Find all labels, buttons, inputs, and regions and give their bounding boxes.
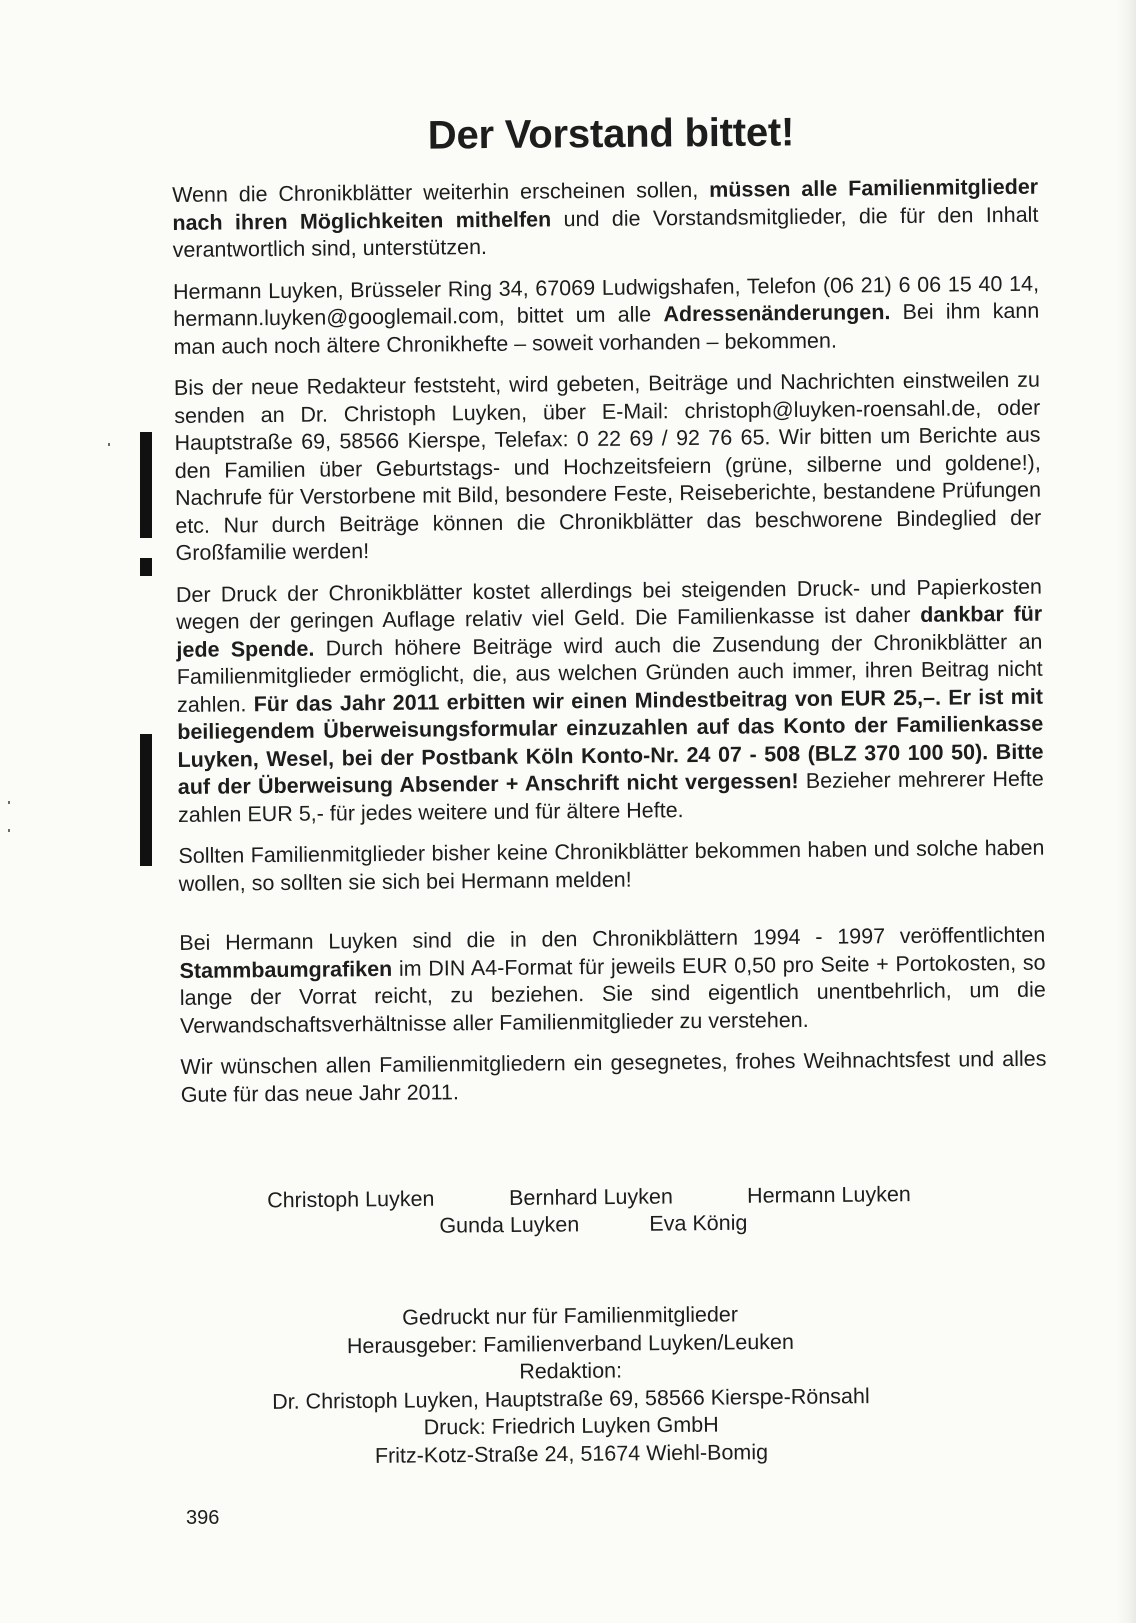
paragraph-greetings: [180, 1046, 1046, 1109]
bold-text: Adressenänderungen.: [663, 300, 891, 327]
text-run: Wenn die Chronikblätter weiterhin erscheinen sollen,: [172, 177, 710, 207]
text-run: Hermann Luyken, Brüsseler Ring 34, 67069 Ludwigshafen, Telefon (06 21) 6 06 15 40 14, hermann.luyken@googlemail.com, bittet um alle: [172, 271, 1040, 331]
paragraph-family-trees: [179, 922, 1046, 1040]
text-run: im DIN A4-Format für jeweils EUR 0,50 pro Seite + Portokosten, so lange der Vorrat reicht, zu beziehen. Sie sind eigentlich unentbehrlich, um die Verwandschaftsverhältnisse aller Familienmitglieder zu verstehen.: [179, 950, 1046, 1038]
text-run: Bis der neue Redakteur feststeht, wird gebeten, Beiträge und Nachrichten einstweilen zu senden an Dr. Christoph Luyken, über E-Mail: christoph@luyken-roensahl.de, oder Hauptstraße 69, 58566 Kierspe, Telefax: 0 22 69 / 92 76 65. Wir bitten um Berichte aus den Familien über Geburtstags- und Hochzeitsfeiern (grüne, silberne und goldene!), Nachrufe für Verstorbene mit Bild, besondere Feste, Reiseberichte, bestandene Prüfungen etc. Nur durch Beiträge können die Chronikblätter das beschworene Bindeglied der Großfamilie werden!: [173, 367, 1042, 565]
bold-text: Stammbaumgrafiken: [179, 956, 393, 983]
signature-name: Bernhard Luyken: [508, 1184, 673, 1211]
text-run: Der Druck der Chronikblätter kostet allerdings bei steigenden Druck- und Papierkosten wegen der geringen Auflage relativ viel Geld. Die Familienkasse ist daher: [175, 574, 1043, 634]
text-run: Wir wünschen allen Familienmitgliedern ein gesegnetes, frohes Weihnachtsfest und alles Gute für das neue Jahr 2011.: [180, 1046, 1047, 1107]
text-run: Bezieher mehrerer Hefte zahlen EUR 5,- für jedes weitere und für ältere Hefte.: [177, 766, 1044, 827]
signature-name: Eva König: [649, 1210, 748, 1236]
text-run: und die Vorstandsmitglieder, die für den Inhalt verantwortlich sind, unterstützen.: [172, 202, 1039, 262]
imprint-line: Gedruckt nur für Familienmitglieder: [402, 1302, 739, 1330]
text-run: Sollten Familienmitglieder bisher keine Chronikblätter bekommen haben und solche haben wollen, so sollten sie sich bei Hermann melden!: [178, 835, 1045, 896]
signature-name: Christoph Luyken: [267, 1186, 435, 1213]
scan-speck: [8, 801, 10, 804]
margin-exclamation-dot-1: [140, 558, 152, 576]
bold-text: dankbar für jede Spende.: [176, 601, 1043, 662]
bold-text: müssen alle Familienmitglieder nach ihren Möglichkeiten mithelfen: [172, 174, 1039, 235]
paragraph-donations: [176, 573, 1044, 829]
page-edge-shadow: [1116, 0, 1136, 1623]
paragraph-address-changes: [173, 270, 1040, 361]
paragraph-ordering: [178, 835, 1044, 898]
imprint-line: Herausgeber: Familienverband Luyken/Leuken: [346, 1329, 794, 1358]
text-run: Bei ihm kann man auch noch ältere Chronikhefte – soweit vorhanden – bekommen.: [173, 298, 1040, 359]
imprint-line: Druck: Friedrich Luyken GmbH: [423, 1412, 719, 1440]
bold-text: Für das Jahr 2011 erbitten wir einen Mindestbeitrag von EUR 25,–. Er ist mit beiliegendem Überweisungsformular einzuzahlen auf das Konto der Familienkasse Luyken, Wesel, bei der Postbank Köln Konto-Nr. 24 07 - 508 (BLZ 370 100 50). Bitte auf der Überweisung Absender + Anschrift nicht vergessen!: [177, 684, 1044, 799]
scan-speck: [108, 443, 110, 446]
paragraph-contributions: [174, 367, 1042, 568]
paragraph-help: [172, 174, 1039, 265]
body-text: [172, 174, 1047, 1123]
text-run: Durch höhere Beiträge wird auch die Zusendung der Chronikblätter an Familienmitglieder ermöglicht, die, aus welchen Gründen auch immer, ihren Beitrag nicht zahlen.: [176, 629, 1043, 717]
imprint-line: Redaktion:: [519, 1358, 623, 1384]
text-run: Bei Hermann Luyken sind die in den Chronikblättern 1994 - 1997 veröffentlichten: [179, 922, 1046, 955]
imprint-line: Dr. Christoph Luyken, Hauptstraße 69, 58566 Kierspe-Rönsahl: [272, 1383, 870, 1414]
imprint-line: Fritz-Kotz-Straße 24, 51674 Wiehl-Bomig: [374, 1439, 769, 1468]
signature-name: Gunda Luyken: [439, 1212, 580, 1238]
page-number: 396: [186, 1507, 220, 1529]
signature-name: Hermann Luyken: [746, 1182, 911, 1208]
page-title: Der Vorstand bittet!: [427, 110, 795, 158]
margin-bar-2: [140, 734, 152, 866]
scan-speck: [8, 829, 10, 832]
imprint: [200, 1299, 942, 1471]
margin-exclamation-bar-1: [140, 432, 152, 538]
signatures: [200, 1180, 1066, 1242]
